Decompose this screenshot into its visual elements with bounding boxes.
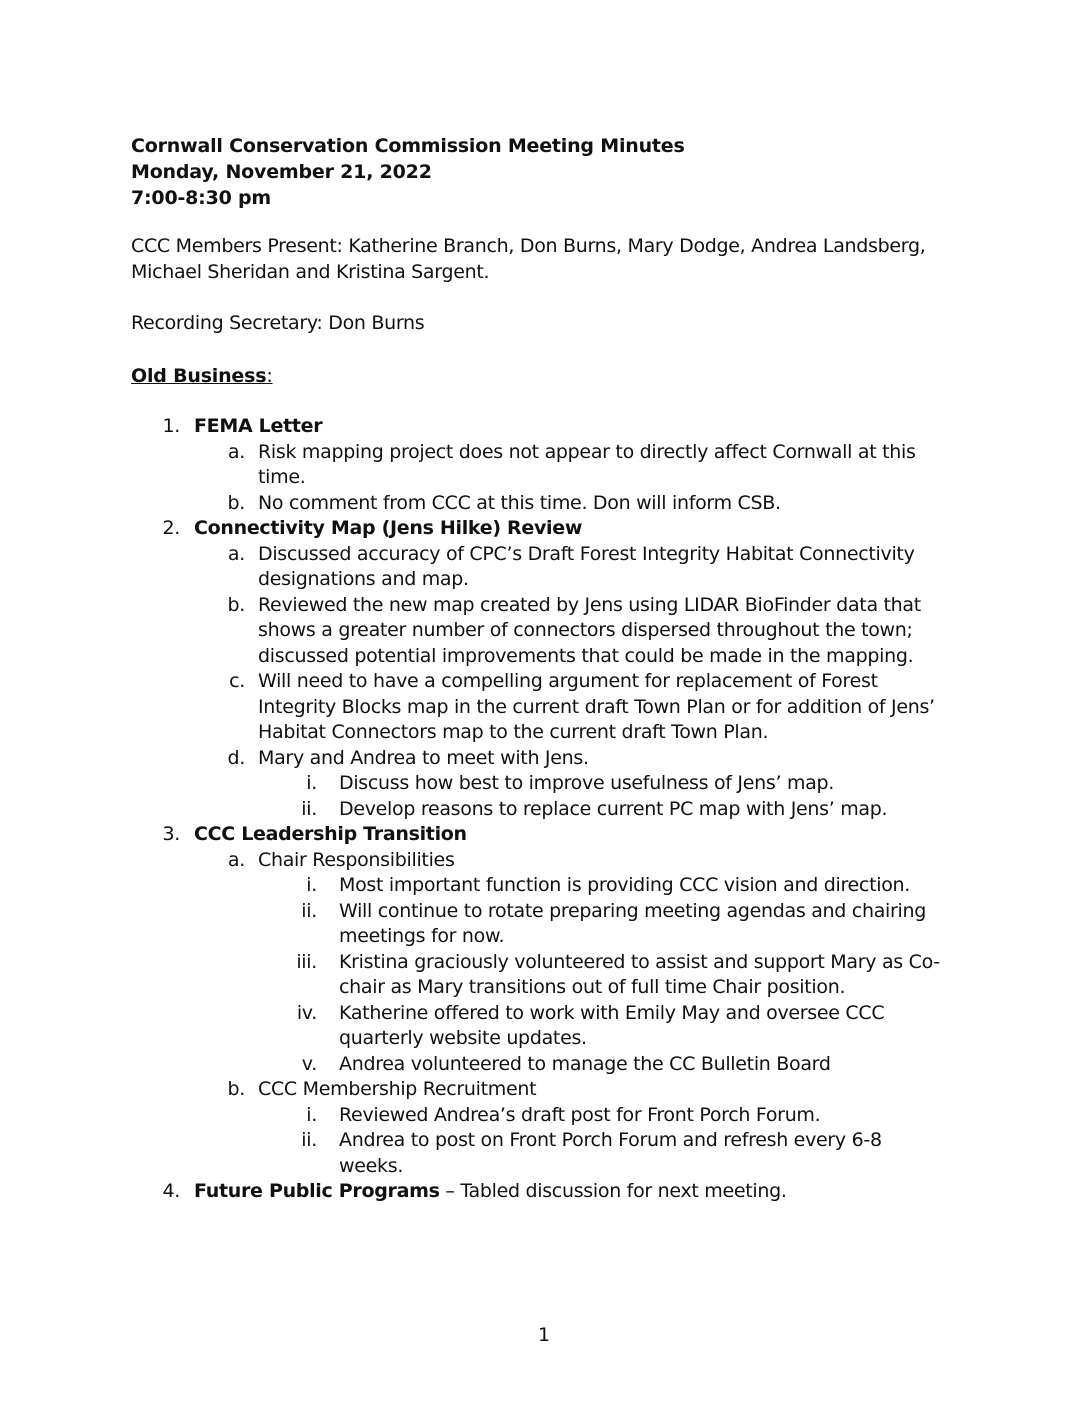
item-text: Will continue to rotate preparing meeting agendas and chairing (339, 899, 927, 922)
item-text: designations and map. (258, 568, 469, 590)
item-text: Chair Responsibilities (258, 848, 455, 871)
item-number: iii. (296, 950, 317, 973)
item-text: Reviewed Andrea’s draft post for Front Porch Forum. (339, 1103, 821, 1126)
sub-sub-item (0, 975, 1088, 1001)
item-number: 2. (162, 517, 180, 539)
item-number: b. (227, 1078, 245, 1100)
sub-sub-item (0, 1154, 1088, 1180)
item-text: No comment from CCC at this time. Don will inform CSB. (258, 491, 781, 514)
members-line: CCC Members Present: Katherine Branch, Don Burns, Mary Dodge, Andrea Landsberg, (131, 235, 926, 257)
item-text: Integrity Blocks map in the current draft Town Plan or for addition of Jens’ (258, 695, 935, 718)
sub-item (0, 440, 1088, 466)
item-text: CCC Membership Recruitment (258, 1078, 537, 1100)
item-text: Discuss how best to improve usefulness of Jens’ map. (339, 772, 834, 794)
sub-item (0, 720, 1088, 746)
minutes-heading (131, 133, 685, 211)
item-number: b. (227, 491, 245, 514)
item-text: Mary and Andrea to meet with Jens. (258, 746, 589, 769)
sub-sub-item (0, 1052, 1088, 1078)
item-number: i. (306, 772, 317, 794)
members-line: Michael Sheridan and Kristina Sargent. (131, 260, 490, 283)
sub-sub-item (0, 873, 1088, 899)
meeting-time: 7:00-8:30 pm (131, 187, 272, 209)
old-business-heading (131, 364, 273, 390)
sub-item (0, 593, 1088, 619)
agenda-item (0, 822, 1088, 848)
item-number: i. (306, 874, 317, 896)
agenda-item-title: FEMA Letter (194, 415, 323, 437)
sub-sub-item (0, 950, 1088, 976)
item-text: Discussed accuracy of CPC’s Draft Forest Integrity Habitat Connectivity (258, 542, 915, 565)
item-number: ii. (301, 899, 317, 922)
item-number: b. (227, 593, 245, 616)
item-text: Andrea volunteered to manage the CC Bulletin Board (339, 1052, 831, 1075)
sub-sub-item (0, 1128, 1088, 1154)
item-number: ii. (301, 797, 317, 820)
old-business-title: Old Business (131, 365, 267, 387)
item-text: time. (258, 466, 306, 488)
item-number: d. (227, 746, 245, 769)
members-present (131, 234, 925, 285)
agenda-item-note: – Tabled discussion for next meeting. (439, 1180, 787, 1202)
sub-item (0, 542, 1088, 568)
item-text: quarterly website updates. (339, 1027, 587, 1049)
item-text: Reviewed the new map created by Jens using LIDAR BioFinder data that (258, 593, 921, 616)
sub-item (0, 618, 1088, 644)
item-number: a. (227, 542, 245, 565)
item-text (194, 516, 582, 542)
item-number: a. (227, 848, 245, 871)
item-number: 4. (162, 1180, 180, 1202)
item-number: c. (229, 670, 245, 692)
agenda-item (0, 414, 1088, 440)
sub-item (0, 491, 1088, 517)
item-number: i. (306, 1103, 317, 1126)
item-number: 1. (162, 415, 180, 437)
sub-item (0, 465, 1088, 491)
sub-sub-item (0, 1001, 1088, 1027)
sub-sub-item (0, 1026, 1088, 1052)
item-text (194, 822, 467, 848)
sub-item (0, 669, 1088, 695)
old-business-colon: : (266, 365, 273, 387)
item-number: 3. (162, 823, 180, 845)
meeting-date: Monday, November 21, 2022 (131, 161, 432, 183)
old-business-list (0, 414, 1088, 1205)
item-text: Will need to have a compelling argument for replacement of Forest (258, 670, 878, 692)
item-text: Risk mapping project does not appear to directly affect Cornwall at this (258, 440, 916, 463)
item-text: meetings for now. (339, 925, 505, 947)
sub-sub-item (0, 1103, 1088, 1129)
sub-item (0, 644, 1088, 670)
item-text: shows a greater number of connectors dispersed throughout the town; (258, 619, 913, 641)
sub-item (0, 1077, 1088, 1103)
item-text: chair as Mary transitions out of full time Chair position. (339, 976, 846, 998)
item-text (194, 414, 322, 440)
item-number: iv. (296, 1001, 317, 1024)
sub-item (0, 848, 1088, 874)
sub-sub-item (0, 899, 1088, 925)
sub-item (0, 567, 1088, 593)
item-number: a. (227, 440, 245, 463)
sub-item (0, 746, 1088, 772)
item-number: ii. (301, 1129, 317, 1151)
sub-item (0, 695, 1088, 721)
sub-sub-item (0, 771, 1088, 797)
agenda-item (0, 516, 1088, 542)
item-text: discussed potential improvements that could be made in the mapping. (258, 644, 914, 667)
recording-secretary: Recording Secretary: Don Burns (131, 312, 425, 334)
agenda-item (0, 1179, 1088, 1205)
document-title: Cornwall Conservation Commission Meeting Minutes (131, 135, 685, 157)
page-number: 1 (537, 1324, 551, 1346)
item-text: Most important function is providing CCC vision and direction. (339, 874, 911, 896)
item-text (194, 1179, 787, 1205)
agenda-item-title: Connectivity Map (Jens Hilke) Review (194, 517, 583, 539)
item-text: weeks. (339, 1154, 404, 1177)
item-text: Kristina graciously volunteered to assist and support Mary as Co- (339, 950, 940, 973)
item-text: Katherine offered to work with Emily May and oversee CCC (339, 1001, 885, 1024)
agenda-item-title: Future Public Programs (194, 1180, 440, 1202)
item-text: Habitat Connectors map to the current draft Town Plan. (258, 721, 769, 743)
item-text: Andrea to post on Front Porch Forum and refresh every 6-8 (339, 1129, 882, 1151)
sub-sub-item (0, 797, 1088, 823)
item-number: v. (301, 1052, 317, 1075)
item-text: Develop reasons to replace current PC map with Jens’ map. (339, 797, 888, 820)
sub-sub-item (0, 924, 1088, 950)
agenda-item-title: CCC Leadership Transition (194, 823, 467, 845)
